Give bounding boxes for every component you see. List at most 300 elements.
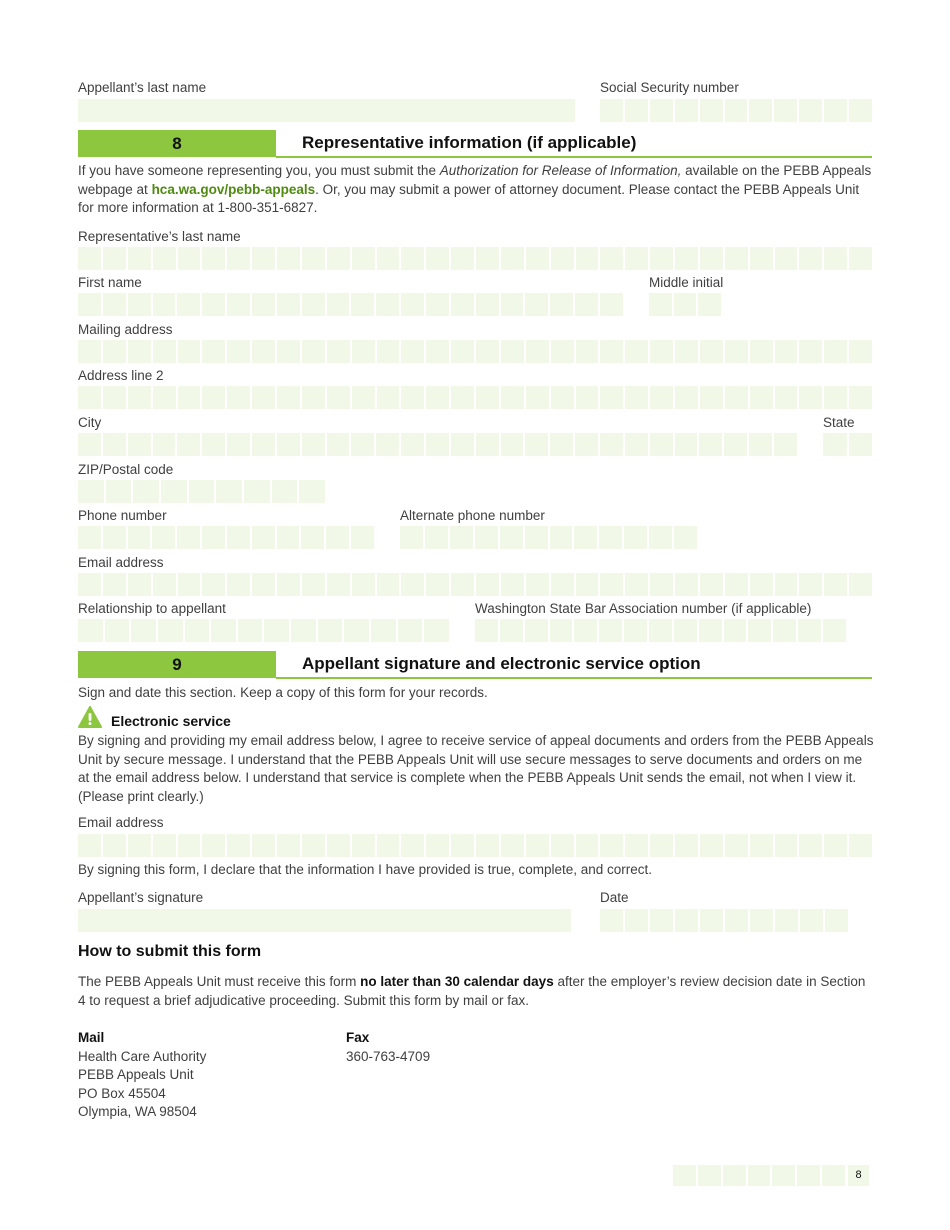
pebb-appeals-link[interactable]: hca.wa.gov/pebb-appeals [151, 181, 316, 197]
entry-box[interactable] [674, 619, 697, 642]
entry-box[interactable] [78, 619, 103, 642]
entry-box[interactable] [551, 834, 574, 857]
entry-box[interactable] [153, 340, 176, 363]
entry-box[interactable] [451, 573, 474, 596]
entry-box[interactable] [277, 433, 300, 456]
entry-box[interactable] [501, 340, 524, 363]
entry-box[interactable] [849, 340, 872, 363]
entry-box[interactable] [624, 619, 647, 642]
entry-box[interactable] [775, 573, 798, 596]
entry-box[interactable] [600, 247, 623, 270]
entry-box[interactable] [277, 526, 300, 549]
entry-box[interactable] [600, 909, 623, 932]
entry-box[interactable] [451, 247, 474, 270]
entry-box[interactable] [748, 619, 771, 642]
entry-box[interactable] [202, 386, 225, 409]
entry-box[interactable] [600, 834, 623, 857]
entry-box[interactable] [650, 909, 673, 932]
entry-box[interactable] [576, 834, 599, 857]
entry-box[interactable] [352, 340, 375, 363]
entry-box[interactable] [377, 340, 400, 363]
entry-box[interactable] [725, 247, 748, 270]
entry-box[interactable] [823, 433, 847, 456]
entry-box[interactable] [476, 573, 499, 596]
entry-box[interactable] [625, 433, 648, 456]
entry-box[interactable] [451, 340, 474, 363]
entry-box[interactable] [649, 526, 672, 549]
entry-box[interactable] [202, 573, 225, 596]
entry-box[interactable] [252, 433, 275, 456]
entry-box[interactable] [252, 386, 275, 409]
entry-box[interactable] [625, 386, 648, 409]
entry-box[interactable] [426, 433, 449, 456]
entry-box[interactable] [800, 909, 823, 932]
zip-input[interactable] [78, 480, 325, 503]
entry-box[interactable] [78, 247, 101, 270]
alt-phone-input[interactable] [400, 526, 697, 549]
signature-input[interactable] [78, 909, 571, 932]
entry-box[interactable] [750, 247, 773, 270]
entry-box[interactable] [327, 386, 350, 409]
entry-box[interactable] [177, 526, 200, 549]
entry-box[interactable] [153, 293, 176, 316]
entry-box[interactable] [476, 386, 499, 409]
entry-box[interactable] [576, 247, 599, 270]
entry-box[interactable] [799, 386, 822, 409]
entry-box[interactable] [227, 386, 250, 409]
entry-box[interactable] [202, 340, 225, 363]
entry-box[interactable] [625, 909, 648, 932]
entry-box[interactable] [185, 619, 210, 642]
entry-box[interactable] [476, 340, 499, 363]
entry-box[interactable] [318, 619, 343, 642]
entry-box[interactable] [724, 433, 747, 456]
entry-box[interactable] [78, 433, 101, 456]
entry-box[interactable] [377, 386, 400, 409]
entry-box[interactable] [425, 526, 448, 549]
wsba-input[interactable] [475, 619, 846, 642]
entry-box[interactable] [750, 386, 773, 409]
entry-box[interactable] [774, 433, 797, 456]
entry-box[interactable] [352, 247, 375, 270]
entry-box[interactable] [700, 247, 723, 270]
entry-box[interactable] [327, 834, 350, 857]
entry-box[interactable] [327, 340, 350, 363]
entry-box[interactable] [153, 433, 176, 456]
entry-box[interactable] [351, 293, 374, 316]
entry-box[interactable] [327, 247, 350, 270]
entry-box[interactable] [216, 480, 242, 503]
entry-box[interactable] [525, 526, 548, 549]
entry-box[interactable] [576, 573, 599, 596]
mailing-address-input[interactable] [78, 340, 872, 363]
entry-box[interactable] [178, 573, 201, 596]
entry-box[interactable] [575, 433, 598, 456]
entry-box[interactable] [576, 386, 599, 409]
entry-box[interactable] [103, 247, 126, 270]
entry-box[interactable] [351, 526, 374, 549]
entry-box[interactable] [501, 386, 524, 409]
entry-box[interactable] [750, 834, 773, 857]
city-input[interactable] [78, 433, 797, 456]
entry-box[interactable] [128, 386, 151, 409]
entry-box[interactable] [252, 340, 275, 363]
entry-box[interactable] [426, 834, 449, 857]
entry-box[interactable] [700, 99, 723, 122]
entry-box[interactable] [426, 340, 449, 363]
entry-box[interactable] [475, 619, 498, 642]
entry-box[interactable] [400, 526, 423, 549]
entry-box[interactable] [103, 386, 126, 409]
entry-box[interactable] [501, 433, 524, 456]
entry-box[interactable] [823, 619, 846, 642]
entry-box[interactable] [849, 247, 872, 270]
entry-box[interactable] [78, 526, 101, 549]
entry-box[interactable] [376, 293, 399, 316]
entry-box[interactable] [277, 386, 300, 409]
entry-box[interactable] [128, 433, 151, 456]
entry-box[interactable] [277, 340, 300, 363]
entry-box[interactable] [158, 619, 183, 642]
entry-box[interactable] [600, 433, 623, 456]
entry-box[interactable] [401, 834, 424, 857]
entry-box[interactable] [103, 293, 126, 316]
entry-box[interactable] [252, 526, 275, 549]
entry-box[interactable] [550, 526, 573, 549]
phone-input[interactable] [78, 526, 374, 549]
entry-box[interactable] [849, 573, 872, 596]
entry-box[interactable] [401, 293, 424, 316]
entry-box[interactable] [675, 433, 698, 456]
entry-box[interactable] [299, 480, 325, 503]
entry-box[interactable] [401, 386, 424, 409]
entry-box[interactable] [451, 834, 474, 857]
entry-box[interactable] [103, 526, 126, 549]
entry-box[interactable] [599, 526, 622, 549]
entry-box[interactable] [525, 433, 548, 456]
entry-box[interactable] [178, 247, 201, 270]
entry-box[interactable] [131, 619, 156, 642]
entry-box[interactable] [824, 340, 847, 363]
relationship-input[interactable] [78, 619, 449, 642]
entry-box[interactable] [700, 909, 723, 932]
entry-box[interactable] [749, 433, 772, 456]
entry-box[interactable] [675, 834, 698, 857]
entry-box[interactable] [189, 480, 215, 503]
entry-box[interactable] [153, 834, 176, 857]
entry-box[interactable] [624, 526, 647, 549]
first-name-input[interactable] [78, 293, 623, 316]
entry-box[interactable] [227, 433, 250, 456]
entry-box[interactable] [426, 386, 449, 409]
entry-box[interactable] [327, 433, 350, 456]
entry-box[interactable] [550, 619, 573, 642]
entry-box[interactable] [773, 619, 796, 642]
entry-box[interactable] [401, 433, 424, 456]
entry-box[interactable] [106, 480, 132, 503]
entry-box[interactable] [700, 834, 723, 857]
entry-box[interactable] [649, 293, 672, 316]
entry-box[interactable] [824, 247, 847, 270]
entry-box[interactable] [675, 386, 698, 409]
entry-box[interactable] [775, 834, 798, 857]
entry-box[interactable] [475, 526, 498, 549]
entry-box[interactable] [700, 386, 723, 409]
entry-box[interactable] [625, 247, 648, 270]
entry-box[interactable] [501, 834, 524, 857]
entry-box[interactable] [675, 909, 698, 932]
entry-box[interactable] [825, 909, 848, 932]
entry-box[interactable] [426, 247, 449, 270]
entry-box[interactable] [774, 99, 797, 122]
address-line2-input[interactable] [78, 386, 872, 409]
entry-box[interactable] [128, 293, 151, 316]
entry-box[interactable] [327, 573, 350, 596]
entry-box[interactable] [371, 619, 396, 642]
ssn-input[interactable] [600, 99, 872, 122]
entry-box[interactable] [78, 834, 101, 857]
entry-box[interactable] [178, 386, 201, 409]
entry-box[interactable] [238, 619, 263, 642]
entry-box[interactable] [227, 247, 250, 270]
entry-box[interactable] [128, 526, 151, 549]
entry-box[interactable] [799, 99, 822, 122]
entry-box[interactable] [252, 247, 275, 270]
entry-box[interactable] [277, 834, 300, 857]
entry-box[interactable] [202, 526, 225, 549]
entry-box[interactable] [450, 526, 473, 549]
entry-box[interactable] [302, 247, 325, 270]
entry-box[interactable] [675, 247, 698, 270]
entry-box[interactable] [401, 573, 424, 596]
entry-box[interactable] [128, 340, 151, 363]
entry-box[interactable] [302, 386, 325, 409]
entry-box[interactable] [252, 834, 275, 857]
entry-box[interactable] [576, 340, 599, 363]
entry-box[interactable] [650, 340, 673, 363]
entry-box[interactable] [625, 573, 648, 596]
entry-box[interactable] [824, 99, 847, 122]
entry-box[interactable] [103, 834, 126, 857]
entry-box[interactable] [675, 340, 698, 363]
entry-box[interactable] [500, 526, 523, 549]
entry-box[interactable] [177, 293, 200, 316]
entry-box[interactable] [377, 573, 400, 596]
entry-box[interactable] [525, 293, 548, 316]
entry-box[interactable] [724, 619, 747, 642]
entry-box[interactable] [550, 293, 573, 316]
entry-box[interactable] [725, 340, 748, 363]
entry-box[interactable] [211, 619, 236, 642]
entry-box[interactable] [327, 293, 350, 316]
entry-box[interactable] [78, 386, 101, 409]
entry-box[interactable] [600, 386, 623, 409]
entry-box[interactable] [599, 619, 622, 642]
entry-box[interactable] [426, 293, 449, 316]
entry-box[interactable] [749, 99, 772, 122]
entry-box[interactable] [700, 340, 723, 363]
entry-box[interactable] [849, 834, 872, 857]
entry-box[interactable] [105, 619, 130, 642]
entry-box[interactable] [202, 247, 225, 270]
entry-box[interactable] [401, 340, 424, 363]
entry-box[interactable] [291, 619, 316, 642]
entry-box[interactable] [133, 480, 159, 503]
entry-box[interactable] [344, 619, 369, 642]
entry-box[interactable] [202, 834, 225, 857]
entry-box[interactable] [128, 573, 151, 596]
entry-box[interactable] [650, 386, 673, 409]
entry-box[interactable] [574, 619, 597, 642]
entry-box[interactable] [326, 526, 349, 549]
entry-box[interactable] [725, 834, 748, 857]
entry-box[interactable] [178, 340, 201, 363]
entry-box[interactable] [600, 293, 623, 316]
entry-box[interactable] [700, 573, 723, 596]
entry-box[interactable] [526, 386, 549, 409]
entry-box[interactable] [451, 386, 474, 409]
entry-box[interactable] [277, 247, 300, 270]
entry-box[interactable] [849, 386, 872, 409]
entry-box[interactable] [301, 526, 324, 549]
entry-box[interactable] [674, 526, 697, 549]
entry-box[interactable] [202, 293, 225, 316]
rep-last-name-input[interactable] [78, 247, 872, 270]
entry-box[interactable] [799, 834, 822, 857]
entry-box[interactable] [252, 573, 275, 596]
entry-box[interactable] [78, 480, 104, 503]
entry-box[interactable] [227, 573, 250, 596]
entry-box[interactable] [750, 340, 773, 363]
entry-box[interactable] [550, 433, 573, 456]
entry-box[interactable] [824, 834, 847, 857]
entry-box[interactable] [650, 834, 673, 857]
entry-box[interactable] [178, 834, 201, 857]
entry-box[interactable] [526, 834, 549, 857]
middle-initial-input[interactable] [649, 293, 721, 316]
entry-box[interactable] [501, 247, 524, 270]
entry-box[interactable] [302, 573, 325, 596]
entry-box[interactable] [551, 247, 574, 270]
entry-box[interactable] [650, 573, 673, 596]
appellant-email-input[interactable] [78, 834, 872, 857]
entry-box[interactable] [264, 619, 289, 642]
entry-box[interactable] [526, 340, 549, 363]
entry-box[interactable] [152, 526, 175, 549]
entry-box[interactable] [161, 480, 187, 503]
rep-email-input[interactable] [78, 573, 872, 596]
entry-box[interactable] [128, 247, 151, 270]
entry-box[interactable] [551, 340, 574, 363]
state-input[interactable] [823, 433, 872, 456]
entry-box[interactable] [451, 433, 474, 456]
entry-box[interactable] [551, 573, 574, 596]
entry-box[interactable] [476, 834, 499, 857]
entry-box[interactable] [103, 573, 126, 596]
entry-box[interactable] [202, 433, 225, 456]
entry-box[interactable] [398, 619, 423, 642]
entry-box[interactable] [551, 386, 574, 409]
date-input[interactable] [600, 909, 848, 932]
entry-box[interactable] [103, 340, 126, 363]
entry-box[interactable] [153, 247, 176, 270]
entry-box[interactable] [500, 619, 523, 642]
entry-box[interactable] [352, 834, 375, 857]
entry-box[interactable] [725, 99, 748, 122]
entry-box[interactable] [799, 340, 822, 363]
entry-box[interactable] [625, 340, 648, 363]
entry-box[interactable] [625, 99, 648, 122]
entry-box[interactable] [526, 573, 549, 596]
entry-box[interactable] [451, 293, 474, 316]
entry-box[interactable] [775, 340, 798, 363]
entry-box[interactable] [426, 573, 449, 596]
entry-box[interactable] [574, 526, 597, 549]
entry-box[interactable] [699, 433, 722, 456]
entry-box[interactable] [775, 909, 798, 932]
entry-box[interactable] [351, 433, 374, 456]
entry-box[interactable] [750, 573, 773, 596]
entry-box[interactable] [699, 619, 722, 642]
entry-box[interactable] [824, 573, 847, 596]
entry-box[interactable] [675, 99, 698, 122]
entry-box[interactable] [277, 573, 300, 596]
entry-box[interactable] [501, 573, 524, 596]
appellant-last-name-input[interactable] [78, 99, 575, 122]
entry-box[interactable] [272, 480, 298, 503]
entry-box[interactable] [526, 247, 549, 270]
entry-box[interactable] [476, 293, 499, 316]
entry-box[interactable] [227, 526, 250, 549]
entry-box[interactable] [600, 99, 623, 122]
entry-box[interactable] [78, 293, 101, 316]
entry-box[interactable] [302, 293, 325, 316]
entry-box[interactable] [377, 834, 400, 857]
entry-box[interactable] [476, 433, 499, 456]
entry-box[interactable] [525, 619, 548, 642]
entry-box[interactable] [649, 619, 672, 642]
entry-box[interactable] [277, 293, 300, 316]
entry-box[interactable] [650, 247, 673, 270]
entry-box[interactable] [798, 619, 821, 642]
entry-box[interactable] [849, 99, 872, 122]
entry-box[interactable] [252, 293, 275, 316]
entry-box[interactable] [600, 340, 623, 363]
entry-box[interactable] [78, 340, 101, 363]
entry-box[interactable] [600, 573, 623, 596]
entry-box[interactable] [799, 573, 822, 596]
entry-box[interactable] [227, 340, 250, 363]
entry-box[interactable] [575, 293, 598, 316]
entry-box[interactable] [725, 573, 748, 596]
entry-box[interactable] [177, 433, 200, 456]
entry-box[interactable] [227, 834, 250, 857]
entry-box[interactable] [476, 247, 499, 270]
entry-box[interactable] [775, 247, 798, 270]
entry-box[interactable] [424, 619, 449, 642]
entry-box[interactable] [625, 834, 648, 857]
entry-box[interactable] [824, 386, 847, 409]
entry-box[interactable] [698, 293, 721, 316]
entry-box[interactable] [302, 340, 325, 363]
entry-box[interactable] [352, 386, 375, 409]
entry-box[interactable] [650, 433, 673, 456]
entry-box[interactable] [775, 386, 798, 409]
entry-box[interactable] [377, 247, 400, 270]
entry-box[interactable] [849, 433, 873, 456]
entry-box[interactable] [674, 293, 697, 316]
entry-box[interactable] [153, 573, 176, 596]
